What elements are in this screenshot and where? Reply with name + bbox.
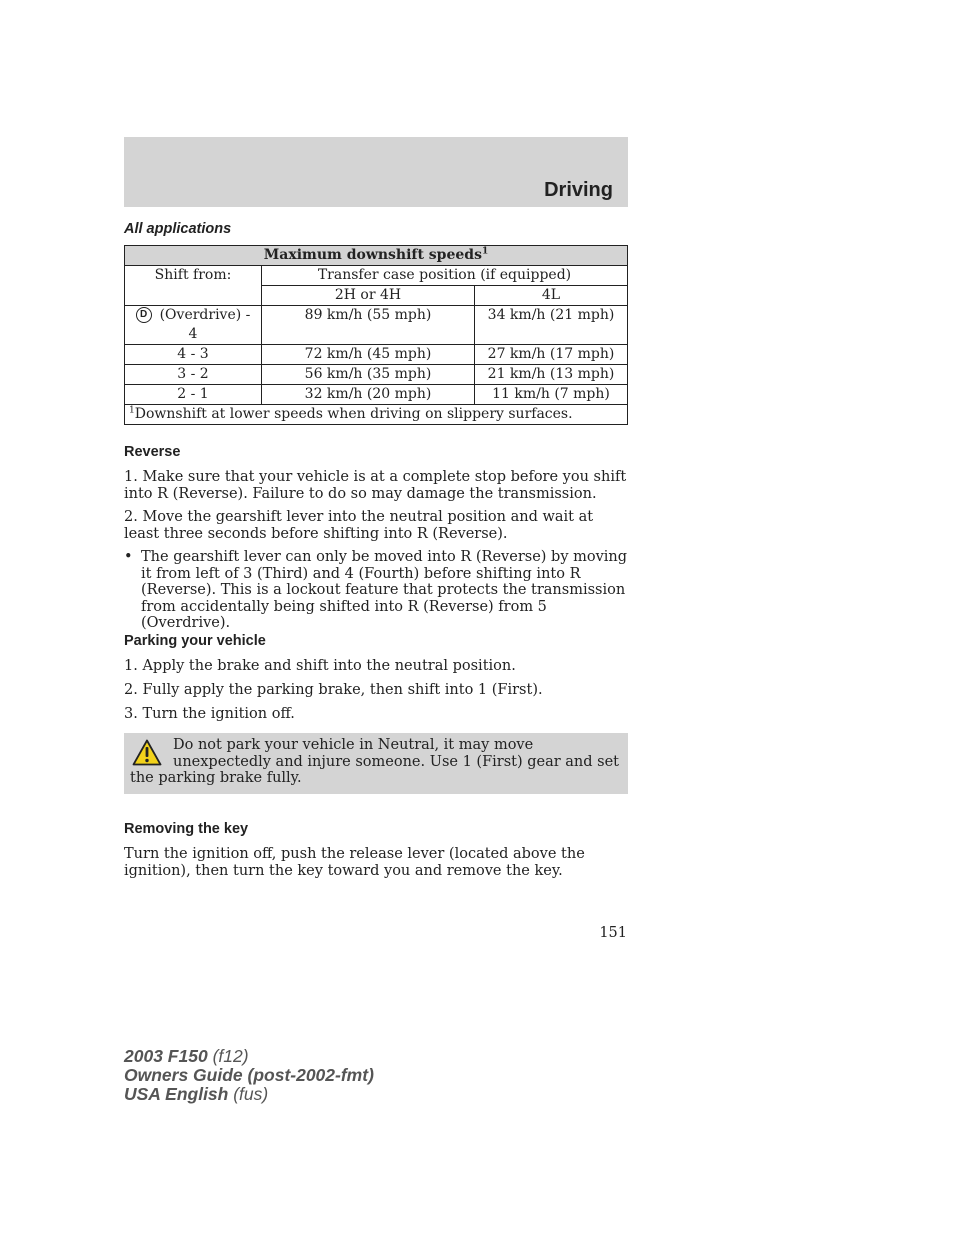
page-number: 151 xyxy=(599,925,627,941)
parking-step-2: 2. Fully apply the parking brake, then shift into 1 (First). xyxy=(124,682,543,698)
reverse-step-1: 1. Make sure that your vehicle is at a complete stop before you shift into R (Reverse). Failure to do so may damage the transmission. xyxy=(124,469,627,502)
table-row xyxy=(125,306,628,345)
speed-2h4h-cell: 72 km/h (45 mph) xyxy=(262,345,475,365)
table-caption: Maximum downshift speeds$^1$ xyxy=(125,246,628,266)
speed-4l-cell: 27 km/h (17 mph) xyxy=(475,345,628,365)
shift-from-header: Shift from: xyxy=(125,266,262,306)
warning-text-block xyxy=(130,737,622,787)
table-section-heading: All applications xyxy=(124,221,232,237)
table-footnote: $^1$Downshift at lower speeds when driving on slippery surfaces. xyxy=(125,405,628,425)
overdrive-d-icon: D xyxy=(136,307,152,323)
chapter-header-band xyxy=(124,137,628,207)
warning-text: Do not park your vehicle in Neutral, it may move unexpectedly and injure someone. Use 1 (First) gear and set the parking brake fully. xyxy=(130,737,620,786)
shift-cell: 3 - 2 xyxy=(125,365,262,385)
parking-heading: Parking your vehicle xyxy=(124,633,266,649)
removing-key-text: Turn the ignition off, push the release lever (located above the ignition), then turn the key toward you and remove the key. xyxy=(124,846,585,879)
bullet-dot: • xyxy=(124,549,133,565)
speed-2h4h-cell: 32 km/h (20 mph) xyxy=(262,385,475,405)
footer-line-3: USA English (fus) xyxy=(124,1084,269,1104)
table-caption-row xyxy=(125,246,628,266)
reverse-bullet-text: The gearshift lever can only be moved into R (Reverse) by moving it from left of 3 (Third) and 4 (Fourth) before shifting into R (Reverse). This is a lockout feature that protects the transmission from accidentally being shifted into R (Reverse) from 5 (Overdrive). xyxy=(141,549,628,631)
shift-cell: 4 - 3 xyxy=(125,345,262,365)
reverse-step-2: 2. Move the gearshift lever into the neutral position and wait at least three seconds before shifting into R (Reverse). xyxy=(124,509,594,542)
warning-box xyxy=(124,733,628,794)
table-row xyxy=(125,385,628,405)
table-footnote-row xyxy=(125,405,628,425)
table-row xyxy=(125,365,628,385)
col-2h-4h-header: 2H or 4H xyxy=(262,286,475,306)
speed-4l-cell: 11 km/h (7 mph) xyxy=(475,385,628,405)
reverse-heading: Reverse xyxy=(124,444,181,460)
speed-2h4h-cell: 89 km/h (55 mph) xyxy=(262,306,475,345)
speed-2h4h-cell: 56 km/h (35 mph) xyxy=(262,365,475,385)
shift-cell: D (Overdrive) - 4 xyxy=(125,306,262,345)
chapter-title: Driving xyxy=(544,179,613,201)
col-4l-header: 4L xyxy=(475,286,628,306)
parking-step-3: 3. Turn the ignition off. xyxy=(124,706,295,722)
document-footer xyxy=(124,1047,374,1104)
speed-4l-cell: 21 km/h (13 mph) xyxy=(475,365,628,385)
shift-cell: 2 - 1 xyxy=(125,385,262,405)
speed-4l-cell: 34 km/h (21 mph) xyxy=(475,306,628,345)
table-header-row xyxy=(125,266,628,286)
footer-line-1: 2003 F150 (f12) xyxy=(124,1046,249,1066)
removing-key-heading: Removing the key xyxy=(124,821,249,837)
parking-step-1: 1. Apply the brake and shift into the neutral position. xyxy=(124,658,516,674)
downshift-speeds-table xyxy=(124,245,628,425)
transfer-case-header: Transfer case position (if equipped) xyxy=(262,266,628,286)
table-row xyxy=(125,345,628,365)
footer-line-2: Owners Guide (post-2002-fmt) xyxy=(124,1065,374,1085)
